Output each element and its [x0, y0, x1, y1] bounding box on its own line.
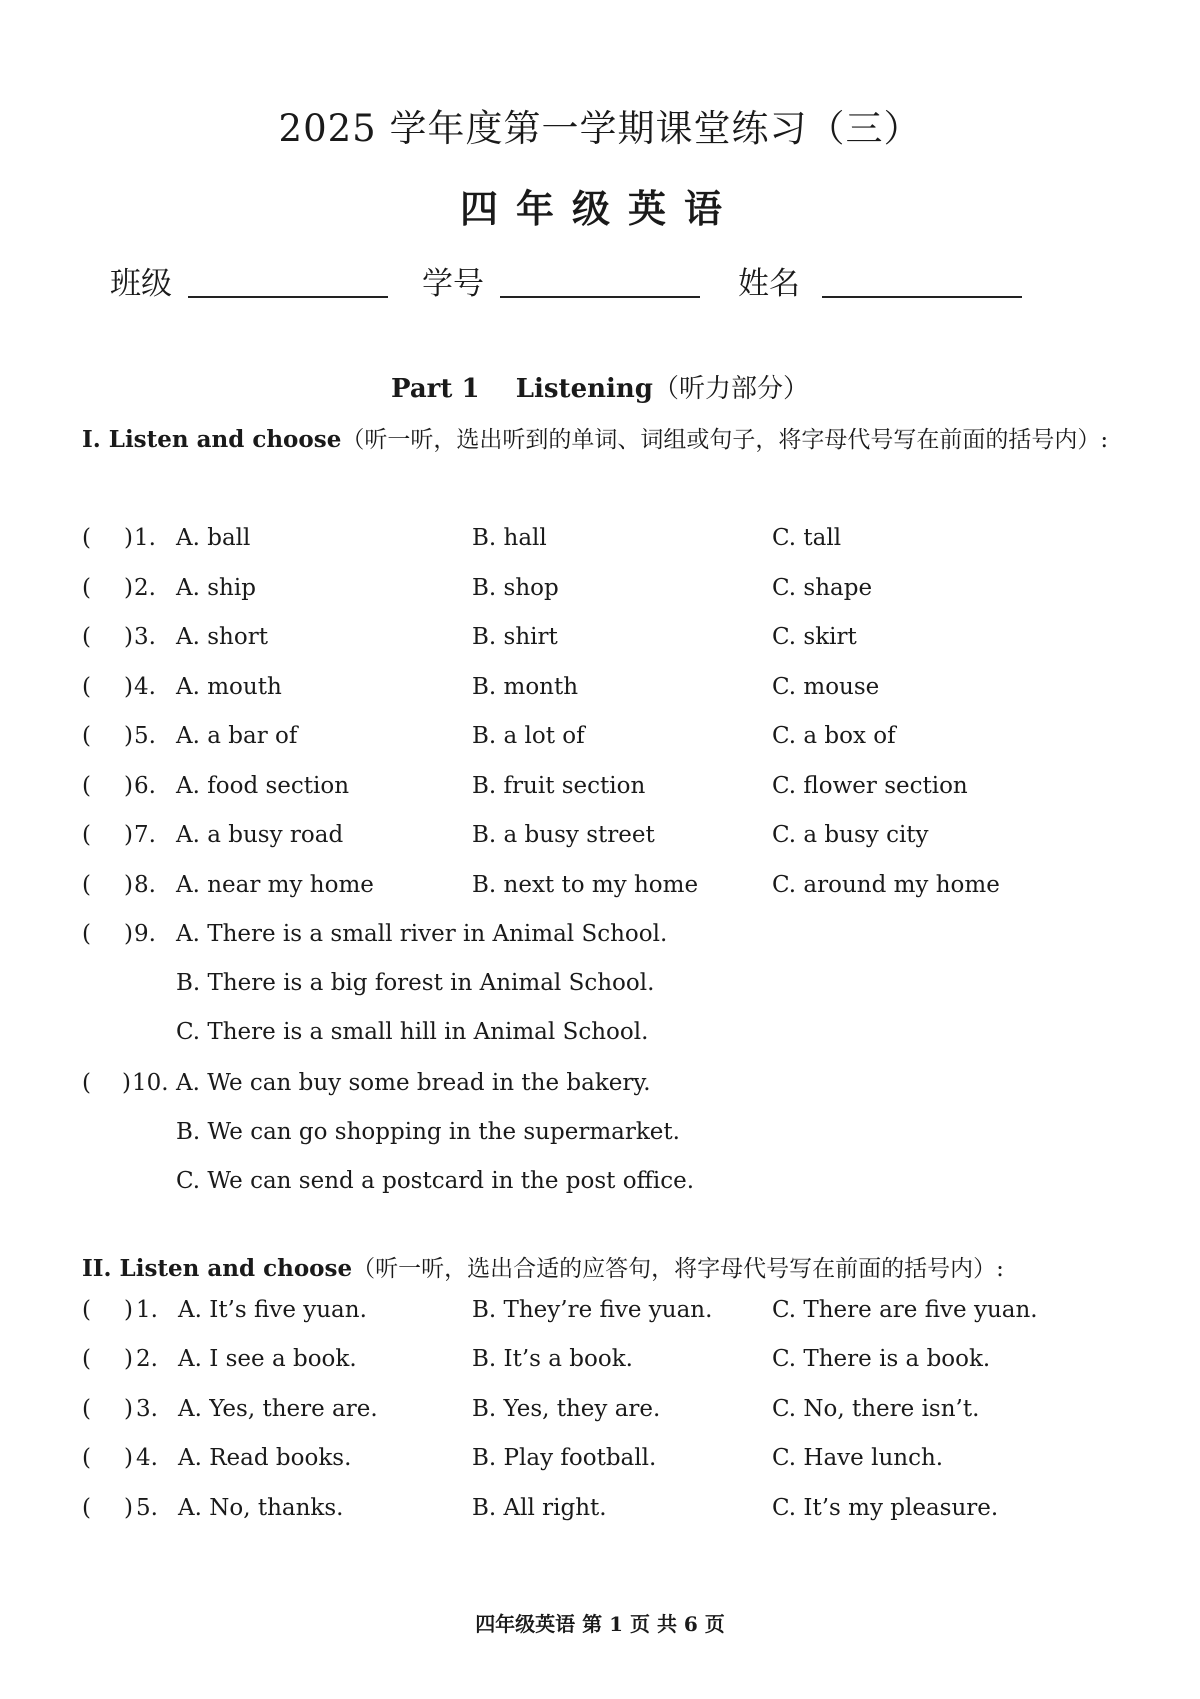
question-row [82, 525, 1142, 557]
option-c: C. a busy city [772, 822, 929, 848]
question-row [82, 674, 1142, 706]
part-title [0, 368, 1200, 405]
option-c: C. Have lunch. [772, 1445, 944, 1471]
option-a: A. ball [176, 525, 251, 551]
answer-bracket-close: ) [124, 723, 133, 749]
option-c: C. We can send a postcard in the post office. [176, 1168, 695, 1194]
question-number: 3. [136, 1396, 158, 1422]
option-a: A. food section [176, 773, 350, 799]
option-b: B. fruit section [472, 773, 646, 799]
answer-bracket-open[interactable]: ( [82, 773, 91, 799]
option-c: C. skirt [772, 624, 857, 650]
option-b: B. hall [472, 525, 547, 551]
option-c: C. around my home [772, 872, 1000, 898]
option-c: C. tall [772, 525, 842, 551]
question-number: 4. [134, 674, 156, 700]
answer-bracket-open[interactable]: ( [82, 575, 91, 601]
answer-bracket-close: ) [124, 773, 133, 799]
option-c: C. No, there isn’t. [772, 1396, 980, 1422]
question-row [82, 624, 1142, 656]
option-b: B. a busy street [472, 822, 655, 848]
option-b: B. We can go shopping in the supermarket. [176, 1119, 680, 1145]
answer-bracket-close: ) [124, 1495, 133, 1521]
option-a: A. short [176, 624, 268, 650]
option-a: A. ship [176, 575, 256, 601]
answer-bracket-open[interactable]: ( [82, 1445, 91, 1471]
option-b: B. next to my home [472, 872, 699, 898]
answer-bracket-close: ) [124, 1297, 133, 1323]
option-c: C. shape [772, 575, 873, 601]
section2-heading-zh: （听一听，选出合适的应答句，将字母代号写在前面的括号内）: [352, 1256, 1004, 1282]
part-label: Part 1 [390, 374, 480, 404]
option-a: A. Yes, there are. [178, 1396, 378, 1422]
class-field[interactable] [110, 258, 410, 304]
long-question-option-row [82, 1168, 1142, 1200]
question-number: 4. [136, 1445, 158, 1471]
question-number: 1. [134, 525, 156, 551]
option-a: A. a bar of [176, 723, 298, 749]
option-a: A. Read books. [178, 1445, 352, 1471]
answer-bracket-close: ) [122, 1070, 131, 1096]
long-question-option-row [82, 970, 1142, 1002]
question-row [82, 773, 1142, 805]
question-number: 2. [134, 575, 156, 601]
option-b: B. There is a big forest in Animal School. [176, 970, 655, 996]
exam-title: 2025 学年度第一学期课堂练习（三） [278, 107, 922, 150]
question-row [82, 1445, 1142, 1477]
answer-bracket-close: ) [124, 872, 133, 898]
student-number-blank[interactable] [500, 296, 700, 298]
question-number: 10. [132, 1070, 169, 1096]
question-row [82, 1396, 1142, 1428]
section1-heading [82, 416, 1160, 464]
option-c: C. It’s my pleasure. [772, 1495, 999, 1521]
option-a: A. It’s five yuan. [178, 1297, 367, 1323]
answer-bracket-close: ) [124, 624, 133, 650]
answer-bracket-close: ) [124, 575, 133, 601]
option-a: A. a busy road [176, 822, 344, 848]
name-field[interactable] [738, 258, 1038, 304]
option-b: B. They’re five yuan. [472, 1297, 713, 1323]
option-a: A. There is a small river in Animal School. [176, 921, 668, 947]
answer-bracket-open[interactable]: ( [82, 624, 91, 650]
answer-bracket-open[interactable]: ( [82, 723, 91, 749]
answer-bracket-close: ) [124, 1396, 133, 1422]
long-question-option-row [82, 1019, 1142, 1051]
part-name: Listening [515, 374, 653, 404]
question-row [82, 1495, 1142, 1527]
answer-bracket-close: ) [124, 674, 133, 700]
question-number: 1. [136, 1297, 158, 1323]
class-label: 班级 [110, 266, 172, 302]
answer-bracket-close: ) [124, 1445, 133, 1471]
option-b: B. month [472, 674, 579, 700]
answer-bracket-open[interactable]: ( [82, 872, 91, 898]
answer-bracket-close: ) [124, 1346, 133, 1372]
student-info-row [110, 258, 1140, 304]
option-b: B. All right. [472, 1495, 607, 1521]
option-c: C. flower section [772, 773, 968, 799]
exam-subtitle: 四年级英语 [459, 186, 740, 231]
section1-heading-zh: （听一听，选出听到的单词、词组或句子，将字母代号写在前面的括号内）: [341, 427, 1109, 453]
option-b: B. shirt [472, 624, 558, 650]
page-footer: 四年级英语 第 1 页 共 6 页 [475, 1612, 725, 1636]
option-b: B. a lot of [472, 723, 585, 749]
option-a: A. I see a book. [178, 1346, 357, 1372]
student-number-label: 学号 [422, 266, 484, 302]
question-number: 7. [134, 822, 156, 848]
part-name-zh: （听力部分） [652, 374, 809, 404]
answer-bracket-open[interactable]: ( [82, 1346, 91, 1372]
question-number: 3. [134, 624, 156, 650]
long-question-row [82, 921, 1142, 953]
option-a: A. mouth [176, 674, 282, 700]
option-a: A. We can buy some bread in the bakery. [176, 1070, 651, 1096]
option-c: C. There is a book. [772, 1346, 991, 1372]
answer-bracket-open[interactable]: ( [82, 1070, 91, 1096]
question-row [82, 575, 1142, 607]
section2-heading [82, 1245, 1160, 1293]
section1-heading-en: I. Listen and choose [82, 426, 342, 453]
option-a: A. No, thanks. [178, 1495, 344, 1521]
option-c: C. mouse [772, 674, 880, 700]
answer-bracket-open[interactable]: ( [82, 674, 91, 700]
question-row [82, 872, 1142, 904]
option-b: B. Yes, they are. [472, 1396, 661, 1422]
question-row [82, 1346, 1142, 1378]
long-question-option-row [82, 1119, 1142, 1151]
long-question-row [82, 1070, 1142, 1102]
section2-heading-en: II. Listen and choose [82, 1255, 353, 1282]
question-row [82, 1297, 1142, 1329]
answer-bracket-open[interactable]: ( [82, 1297, 91, 1323]
option-b: B. Play football. [472, 1445, 657, 1471]
option-c: C. There are five yuan. [772, 1297, 1038, 1323]
question-row [82, 822, 1142, 854]
question-number: 6. [134, 773, 156, 799]
question-number: 8. [134, 872, 156, 898]
answer-bracket-open[interactable]: ( [82, 822, 91, 848]
name-label: 姓名 [738, 266, 800, 302]
answer-bracket-open[interactable]: ( [82, 525, 91, 551]
question-number: 2. [136, 1346, 158, 1372]
answer-bracket-close: ) [124, 525, 133, 551]
question-number: 9. [134, 921, 156, 947]
answer-bracket-close: ) [124, 822, 133, 848]
question-number: 5. [136, 1495, 158, 1521]
answer-bracket-close: ) [124, 921, 133, 947]
option-c: C. There is a small hill in Animal School. [176, 1019, 649, 1045]
answer-bracket-open[interactable]: ( [82, 1396, 91, 1422]
name-blank[interactable] [822, 296, 1022, 298]
answer-bracket-open[interactable]: ( [82, 921, 91, 947]
question-row [82, 723, 1142, 755]
option-a: A. near my home [176, 872, 374, 898]
question-number: 5. [134, 723, 156, 749]
answer-bracket-open[interactable]: ( [82, 1495, 91, 1521]
student-number-field[interactable] [422, 258, 722, 304]
option-b: B. shop [472, 575, 559, 601]
option-c: C. a box of [772, 723, 896, 749]
option-b: B. It’s a book. [472, 1346, 633, 1372]
class-blank[interactable] [188, 296, 388, 298]
